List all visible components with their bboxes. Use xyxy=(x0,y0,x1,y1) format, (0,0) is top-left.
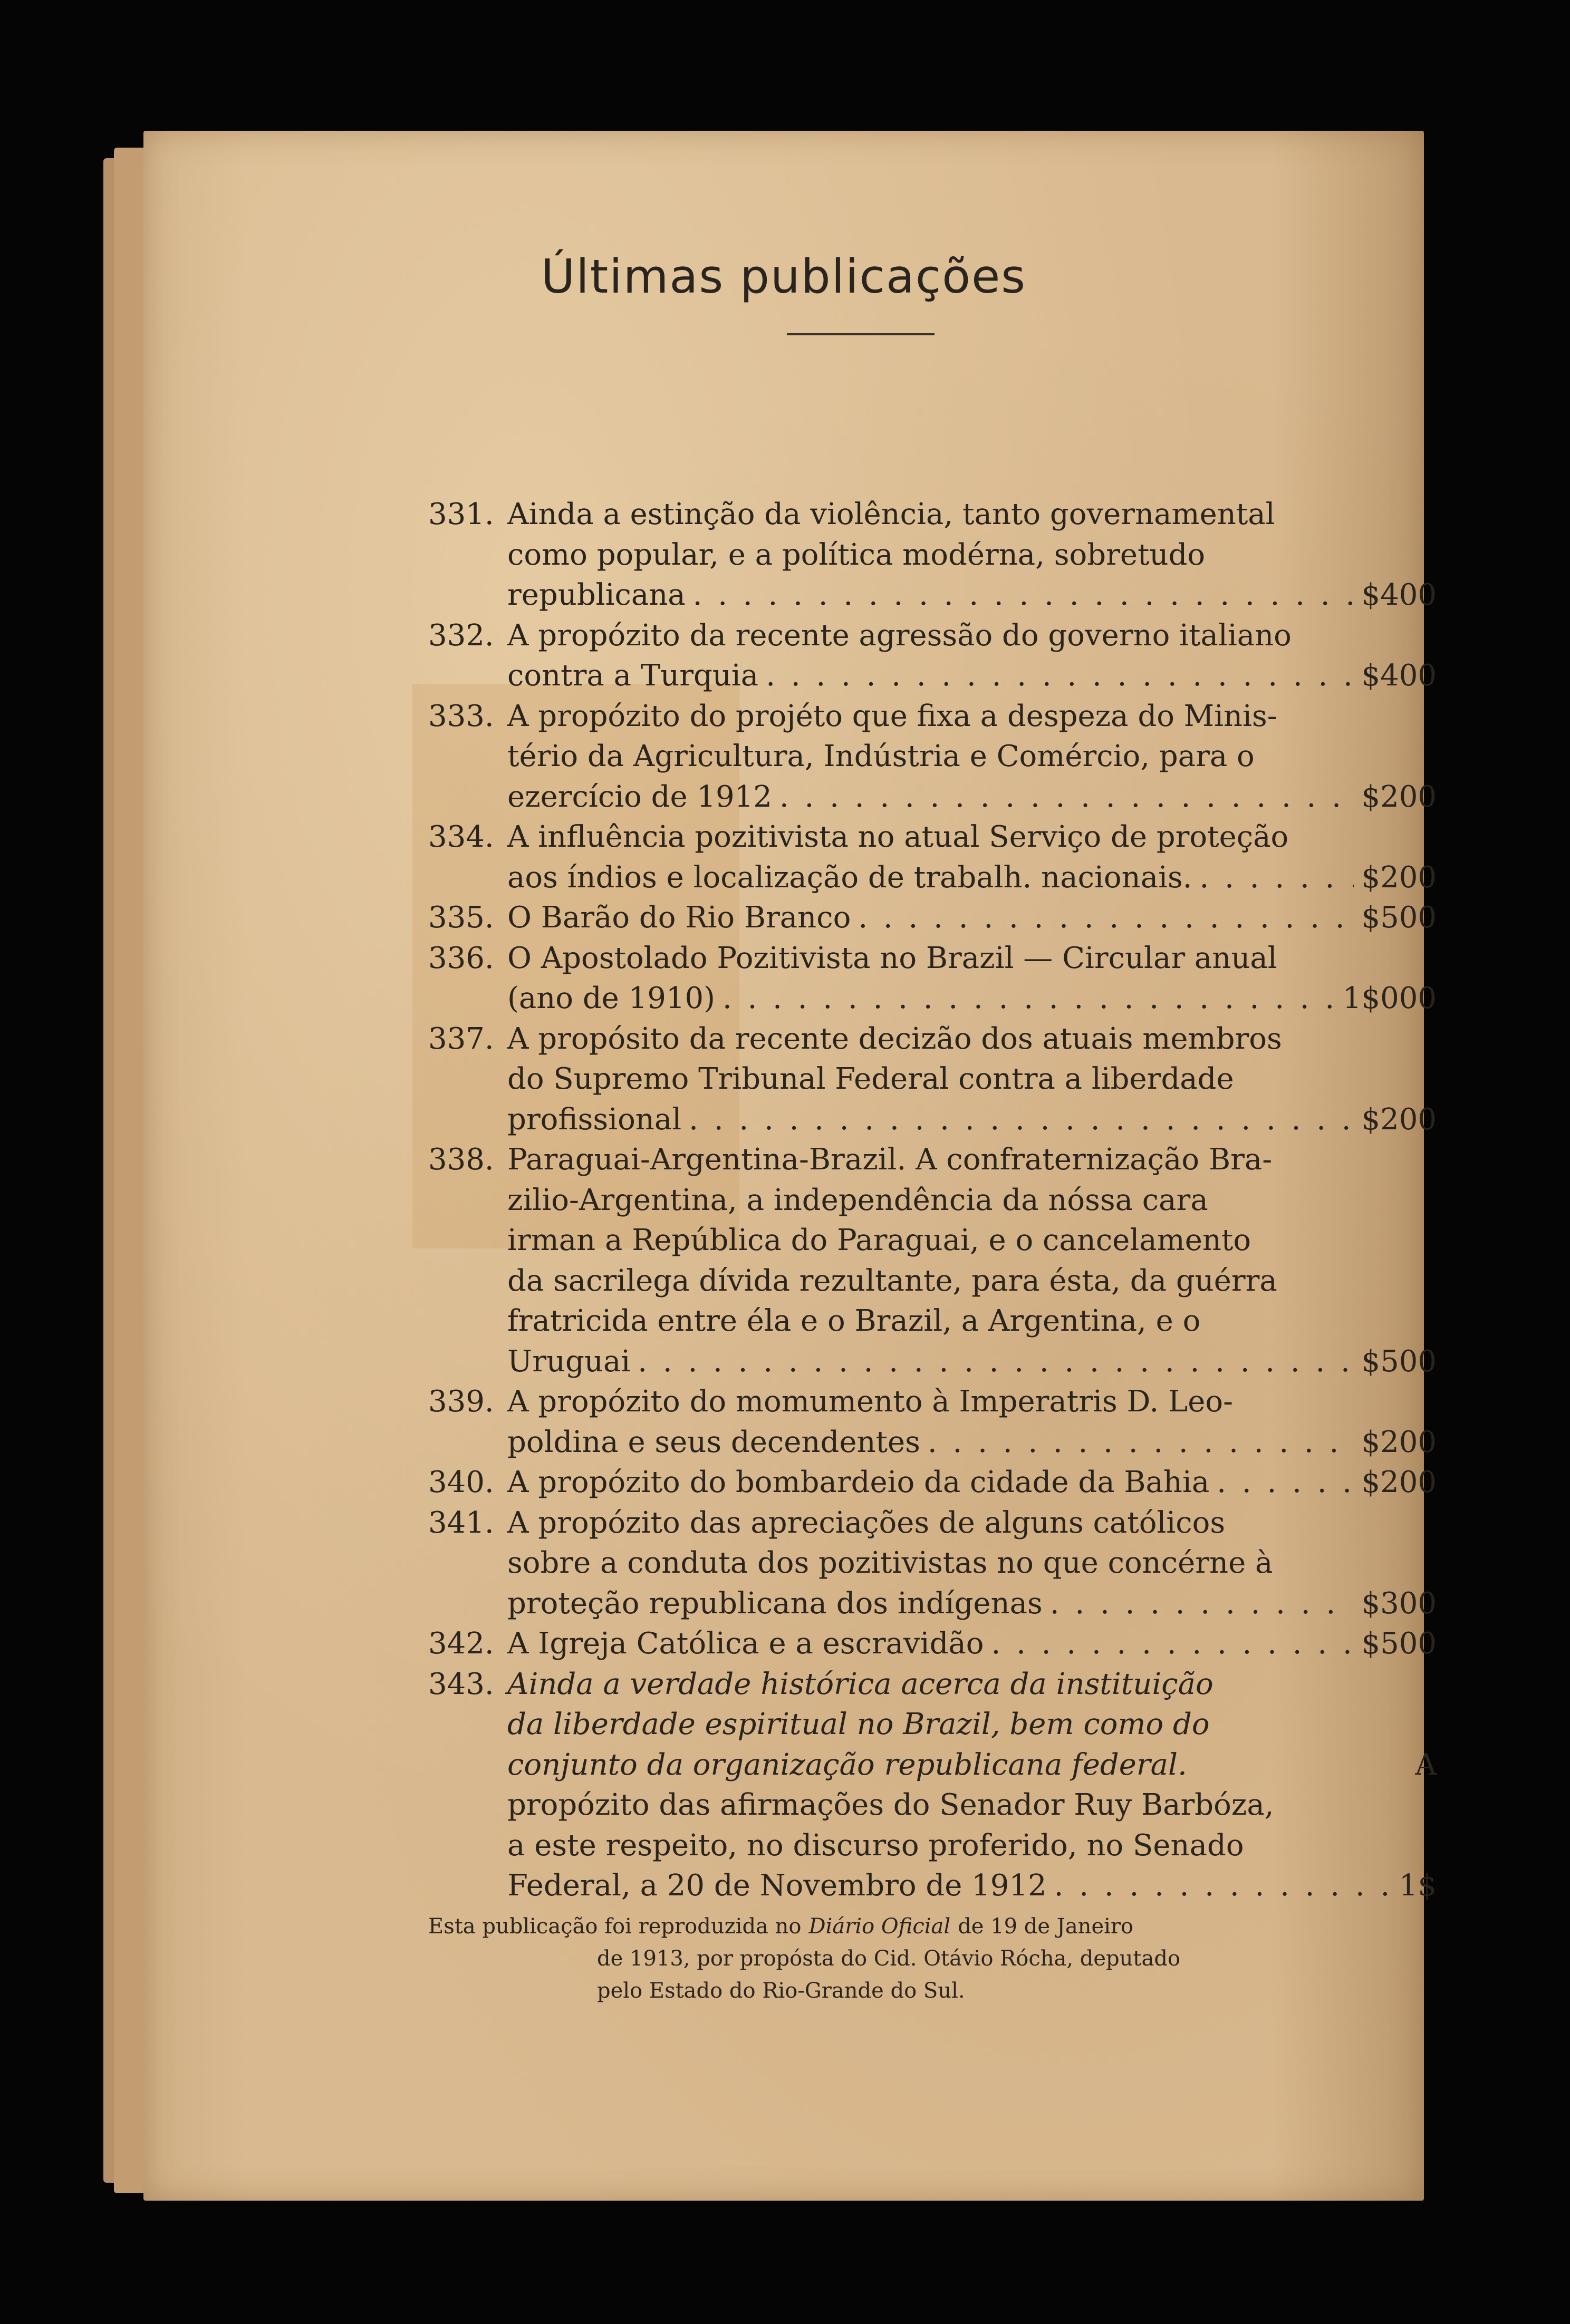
leader-dots xyxy=(689,1100,1354,1140)
entry-price: $500 xyxy=(1361,1626,1437,1661)
footnote-line: de 1913, por propósta do Cid. Otávio Rócha, deputado xyxy=(597,1946,1181,1971)
entry-line xyxy=(507,1785,1437,1826)
entry-line xyxy=(507,656,1437,696)
entry-price: 1$000 xyxy=(1342,981,1437,1015)
entry-text: republicana xyxy=(507,578,686,612)
entry-text: Paraguai-Argentina-Brazil. A confraternização Bra- xyxy=(507,1142,1273,1177)
entry-text: como popular, e a política modérna, sobretudo xyxy=(507,537,1206,572)
footnote-text: Esta publicação foi reproduzida no xyxy=(428,1914,802,1939)
leader-dots xyxy=(1050,1584,1354,1624)
entry-text: Uruguai xyxy=(507,1344,631,1379)
entry-price: $200 xyxy=(1361,1465,1437,1499)
entry-text: (ano de 1910) xyxy=(507,981,715,1015)
entry-number: 338. xyxy=(428,1142,494,1177)
entry-number: 339. xyxy=(428,1384,494,1419)
entry-text: da sacrilega dívida rezultante, para ésta, da guérra xyxy=(507,1263,1277,1298)
entry-number: 337. xyxy=(428,1021,494,1056)
entry-price: $500 xyxy=(1361,1344,1437,1379)
entry-line xyxy=(507,1059,1437,1100)
entry-line xyxy=(507,1261,1437,1302)
entry-line xyxy=(507,1342,1437,1382)
entry-text: zilio-Argentina, a independência da nóssa cara xyxy=(507,1183,1208,1217)
entry-line xyxy=(507,1019,1437,1060)
entry-text: sobre a conduta dos pozitivistas no que concérne à xyxy=(507,1546,1273,1580)
book-back-cover xyxy=(143,131,1437,2201)
entry-text: fratricida entre éla e o Brazil, a Argentina, e o xyxy=(507,1304,1201,1338)
entry-line xyxy=(507,1543,1437,1584)
entry-line xyxy=(507,575,1437,616)
publication-entry xyxy=(428,817,1437,898)
entry-price: $400 xyxy=(1361,578,1437,612)
entry-line xyxy=(507,777,1437,818)
entry-line xyxy=(507,1826,1437,1866)
publication-list xyxy=(428,495,1437,2007)
leader-dots xyxy=(693,575,1354,616)
leader-dots xyxy=(779,777,1354,818)
entry-text: profissional xyxy=(507,1102,682,1137)
entry-line xyxy=(507,1745,1437,1786)
entry-title-italic: Ainda a verdade histórica acerca da instituição xyxy=(507,1667,1213,1701)
entry-line xyxy=(507,858,1437,898)
publication-entry xyxy=(428,495,1437,616)
entry-line xyxy=(507,535,1437,576)
entry-line xyxy=(507,898,1437,938)
entry-line xyxy=(507,737,1437,777)
entry-price: $300 xyxy=(1361,1586,1437,1621)
entry-text: A Igreja Católica e a escravidão xyxy=(507,1626,984,1661)
entry-line xyxy=(507,1382,1437,1422)
entry-line xyxy=(507,1664,1437,1705)
entry-number: 341. xyxy=(428,1505,494,1540)
publication-entry xyxy=(428,1140,1437,1382)
publication-entry xyxy=(428,1503,1437,1624)
publication-entry xyxy=(428,1463,1437,1503)
leader-dots xyxy=(1054,1866,1392,1906)
entry-text: A propósito da recente decizão dos atuais membros xyxy=(507,1021,1282,1056)
entry-line xyxy=(507,1705,1437,1745)
entry-line xyxy=(507,1503,1437,1544)
leader-dots xyxy=(858,898,1354,938)
footnote xyxy=(428,1911,1437,2007)
entry-text: proteção republicana dos indígenas xyxy=(507,1586,1043,1621)
publication-entry xyxy=(428,616,1437,696)
publication-entry xyxy=(428,938,1437,1019)
footnote-line: pelo Estado do Rio-Grande do Sul. xyxy=(597,1978,965,2003)
entry-text: poldina e seus decendentes xyxy=(507,1425,920,1459)
entry-text: A propózito da recente agressão do governo italiano xyxy=(507,618,1292,653)
entry-line xyxy=(507,1422,1437,1463)
entry-text: A propózito do projéto que fixa a despeza do Minis- xyxy=(507,699,1277,733)
publication-entry xyxy=(428,1382,1437,1463)
footnote-line xyxy=(428,1911,1437,1943)
entry-number: 334. xyxy=(428,820,494,854)
entry-line xyxy=(507,1866,1437,1906)
entry-text: ezercício de 1912 xyxy=(507,779,772,814)
entry-number: 335. xyxy=(428,900,494,935)
entry-price: $200 xyxy=(1361,1425,1437,1459)
entry-text: Federal, a 20 de Novembro de 1912 xyxy=(507,1868,1047,1903)
entry-line xyxy=(507,696,1437,737)
entry-text: propózito das afirmações do Senador Ruy Barbóza, xyxy=(507,1788,1274,1822)
entry-title-italic: da liberdade espiritual no Brazil, bem como do xyxy=(507,1707,1210,1741)
entry-line xyxy=(507,1624,1437,1664)
publication-entry xyxy=(428,1624,1437,1664)
footnote-journal: Diário Oficial xyxy=(808,1914,951,1939)
entry-text: A influência pozitivista no atual Serviço de proteção xyxy=(507,820,1289,854)
entry-line xyxy=(507,1301,1437,1342)
entry-title-italic: conjunto da organização republicana federal. xyxy=(507,1747,1187,1782)
entry-line xyxy=(507,1221,1437,1261)
entry-number: 343. xyxy=(428,1667,494,1701)
publication-entry xyxy=(428,1664,1437,1906)
entry-line xyxy=(507,616,1437,656)
leader-dots xyxy=(638,1342,1354,1382)
entry-line xyxy=(507,1180,1437,1221)
entry-text: O Apostolado Pozitivista no Brazil — Circular anual xyxy=(507,941,1277,975)
leader-dots xyxy=(766,656,1354,696)
entry-text: O Barão do Rio Branco xyxy=(507,900,851,935)
entry-line xyxy=(507,1463,1437,1503)
entry-number: 331. xyxy=(428,497,494,531)
entry-text: aos índios e localização de trabalh. nacionais. xyxy=(507,860,1192,895)
page-title: Últimas publicações xyxy=(541,249,1027,304)
entry-number: 332. xyxy=(428,618,494,653)
entry-text: A propózito do momumento à Imperatris D. Leo- xyxy=(507,1384,1233,1419)
entry-price: $500 xyxy=(1361,900,1437,935)
entry-line xyxy=(507,938,1437,979)
entry-text: A propózito do bombardeio da cidade da Bahia xyxy=(507,1465,1210,1499)
entry-line xyxy=(507,817,1437,858)
entry-price: $200 xyxy=(1361,779,1437,814)
entry-price: $200 xyxy=(1361,1102,1437,1137)
entry-text: tério da Agricultura, Indústria e Comércio, para o xyxy=(507,739,1255,773)
entry-text: a este respeito, no discurso proferido, no Senado xyxy=(507,1828,1244,1863)
footnote-text: de 19 de Janeiro xyxy=(958,1914,1134,1939)
entry-text: Ainda a estinção da violência, tanto governamental xyxy=(507,497,1275,531)
leader-dots xyxy=(991,1624,1354,1664)
leader-dots xyxy=(928,1422,1354,1463)
entry-text: contra a Turquia xyxy=(507,659,759,693)
entry-price: $200 xyxy=(1361,860,1437,895)
leader-dots xyxy=(1200,858,1354,898)
entry-line xyxy=(507,1140,1437,1180)
publication-entry xyxy=(428,898,1437,938)
entry-line xyxy=(507,979,1437,1019)
leader-dots xyxy=(1217,1463,1354,1503)
publication-entry xyxy=(428,1019,1437,1140)
title-rule xyxy=(787,333,935,335)
entry-line xyxy=(507,1584,1437,1624)
entry-number: 336. xyxy=(428,941,494,975)
entry-text: A xyxy=(1415,1747,1437,1782)
publication-entry xyxy=(428,696,1437,818)
entry-text: A propózito das apreciações de alguns católicos xyxy=(507,1505,1226,1540)
entry-text: do Supremo Tribunal Federal contra a liberdade xyxy=(507,1062,1234,1096)
entry-text: irman a República do Paraguai, e o cancelamento xyxy=(507,1223,1251,1257)
entry-price: $400 xyxy=(1361,659,1437,693)
entry-number: 333. xyxy=(428,699,494,733)
leader-dots xyxy=(723,979,1335,1019)
entry-number: 342. xyxy=(428,1626,494,1661)
entry-price: 1$ xyxy=(1399,1868,1437,1903)
entry-number: 340. xyxy=(428,1465,494,1499)
entry-line xyxy=(507,1100,1437,1140)
entry-line xyxy=(507,495,1437,535)
